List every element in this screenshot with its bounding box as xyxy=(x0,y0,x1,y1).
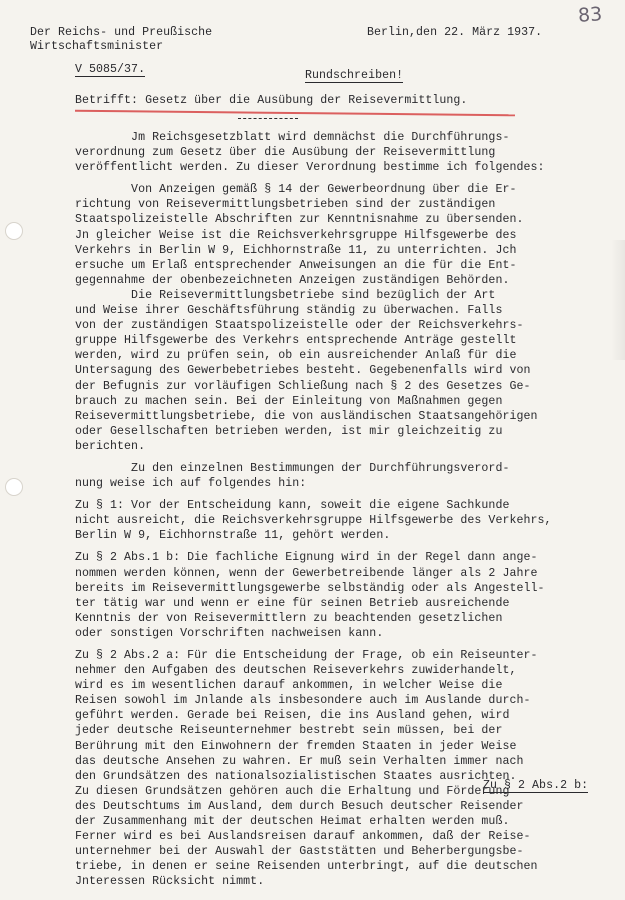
paragraph-notifications: Von Anzeigen gemäß § 14 der Gewerbeordnung über die Er- richtung von Reisevermittlungsbetrieben sind der zuständigen Staatspolizeistelle Abschriften zur Kenntnisnahme zu übersenden. Jn gleicher Weise ist die Reichsverkehrsgruppe Hilfsgewerbe des Verkehrs in Berlin W 9, Eichhornstraße 11, zu unterrichten. Jch ersuche um Erlaß entsprechender Anweisungen an die für die Ent- gegennahme der obenbezeichneten Anzeigen zuständigen Behörden. Die Reisevermittlungsbetriebe sind bezüglich der Art und Weise ihrer Geschäftsführung ständig zu überwachen. Falls von der zuständigen Staatspolizeistelle oder der Reichsverkehrs- gruppe Hilfsgewerbe des Verkehrs entsprechende Anträge gestellt werden, wird zu prüfen sein, ob ein ausreichender Anlaß für die Untersagung des Gewerbebetriebes besteht. Gegebenenfalls wird von der Befugnis zur vorläufigen Schließung nach § 2 des Gesetzes Ge- brauch zu machen sein. Bei der Einleitung von Maßnahmen gegen Reisevermittlungsbetriebe, die von ausländischen Staatsangehörigen oder Gesellschaften betrieben werden, ist mir gleichzeitig zu berichten. xyxy=(75,183,538,453)
document-title xyxy=(305,69,403,82)
letter-body xyxy=(75,130,620,890)
next-page-catchword-text: Zu § 2 Abs.2 b: xyxy=(483,779,589,792)
punch-hole-bottom xyxy=(5,478,23,496)
next-page-catchword xyxy=(483,779,588,792)
date-line: Berlin,den 22. März 1937. xyxy=(367,26,543,39)
sender-line-1: Der Reichs- und Preußische xyxy=(30,26,213,39)
handwritten-page-number: 83 xyxy=(577,3,604,27)
subject-line: Betrifft: Gesetz über die Ausübung der Reisevermittlung. xyxy=(75,94,468,107)
red-pencil-underline xyxy=(75,110,515,117)
paragraph-section-1: Zu § 1: Vor der Entscheidung kann, soweit die eigene Sachkunde nicht ausreicht, die Reichsverkehrsgruppe Hilfsgewerbe des Verkehrs, Berlin W 9, Eichhornstraße 11, gehört werden. xyxy=(75,499,552,543)
paragraph-intro: Jm Reichsgesetzblatt wird demnächst die Durchführungs- verordnung zum Gesetz über die Ausübung der Reisevermittlung veröffentlicht werden. Zu dieser Verordnung bestimme ich folgendes: xyxy=(75,131,545,175)
reference-number-text: V 5085/37. xyxy=(75,63,146,76)
paragraph-section-2-1b: Zu § 2 Abs.1 b: Die fachliche Eignung wird in der Regel dann ange- nommen werden können, wenn der Gewerbetreibende länger als 2 Jahre bereits im Reisevermittlungsgewerbe selbständig oder als Angestell- ter tätig war und wenn er eine für seinen Betrieb ausreichende Kenntnis der von Reisevermittlern zu beachtenden gesetzlichen oder sonstigen Vorschriften nachweisen kann. xyxy=(75,551,545,640)
sender-block xyxy=(30,26,212,54)
paragraph-section-2-2a: Zu § 2 Abs.2 a: Für die Entscheidung der Frage, ob ein Reiseunter- nehmer den Aufgaben des deutschen Reiseverkehrs zuwiderhandelt, wird es im wesentlichen darauf ankommen, in welcher Weise die Reisen sowohl im Jnlande als insbesondere auch im Auslande durch- geführt werden. Gerade bei Reisen, die ins Ausland gehen, wird jeder deutsche Reiseunternehmer bestrebt sein müssen, bei der Berührung mit den Einwohnern der fremden Staaten in jeder Weise das deutsche Ansehen zu wahren. Er muß sein Verhalten immer nach den Grundsätzen des nationalsozialistischen Staates ausrichten. Zu diesen Grundsätzen gehören auch die Erhaltung und Förderung des Deutschtums im Ausland, dem durch Besuch deutscher Reisender der Zusammenhang mit der deutschen Heimat erhalten werden muß. Ferner wird es bei Auslandsreisen darauf ankommen, daß der Reise- unternehmer bei der Auswahl der Gaststätten und Beherbergungsbe- triebe, in denen er seine Reisenden unterbringt, auf die deutschen Jnteressen Rücksicht nimmt. xyxy=(75,649,538,889)
reference-number xyxy=(75,63,145,77)
subject-dashed-rule xyxy=(238,118,298,121)
document-title-text: Rundschreiben! xyxy=(305,69,404,82)
paragraph-provisions-intro: Zu den einzelnen Bestimmungen der Durchführungsverord- nung weise ich auf folgendes hin: xyxy=(75,461,510,491)
sender-line-2: Wirtschaftsminister xyxy=(30,40,164,53)
punch-hole-top xyxy=(5,222,23,240)
